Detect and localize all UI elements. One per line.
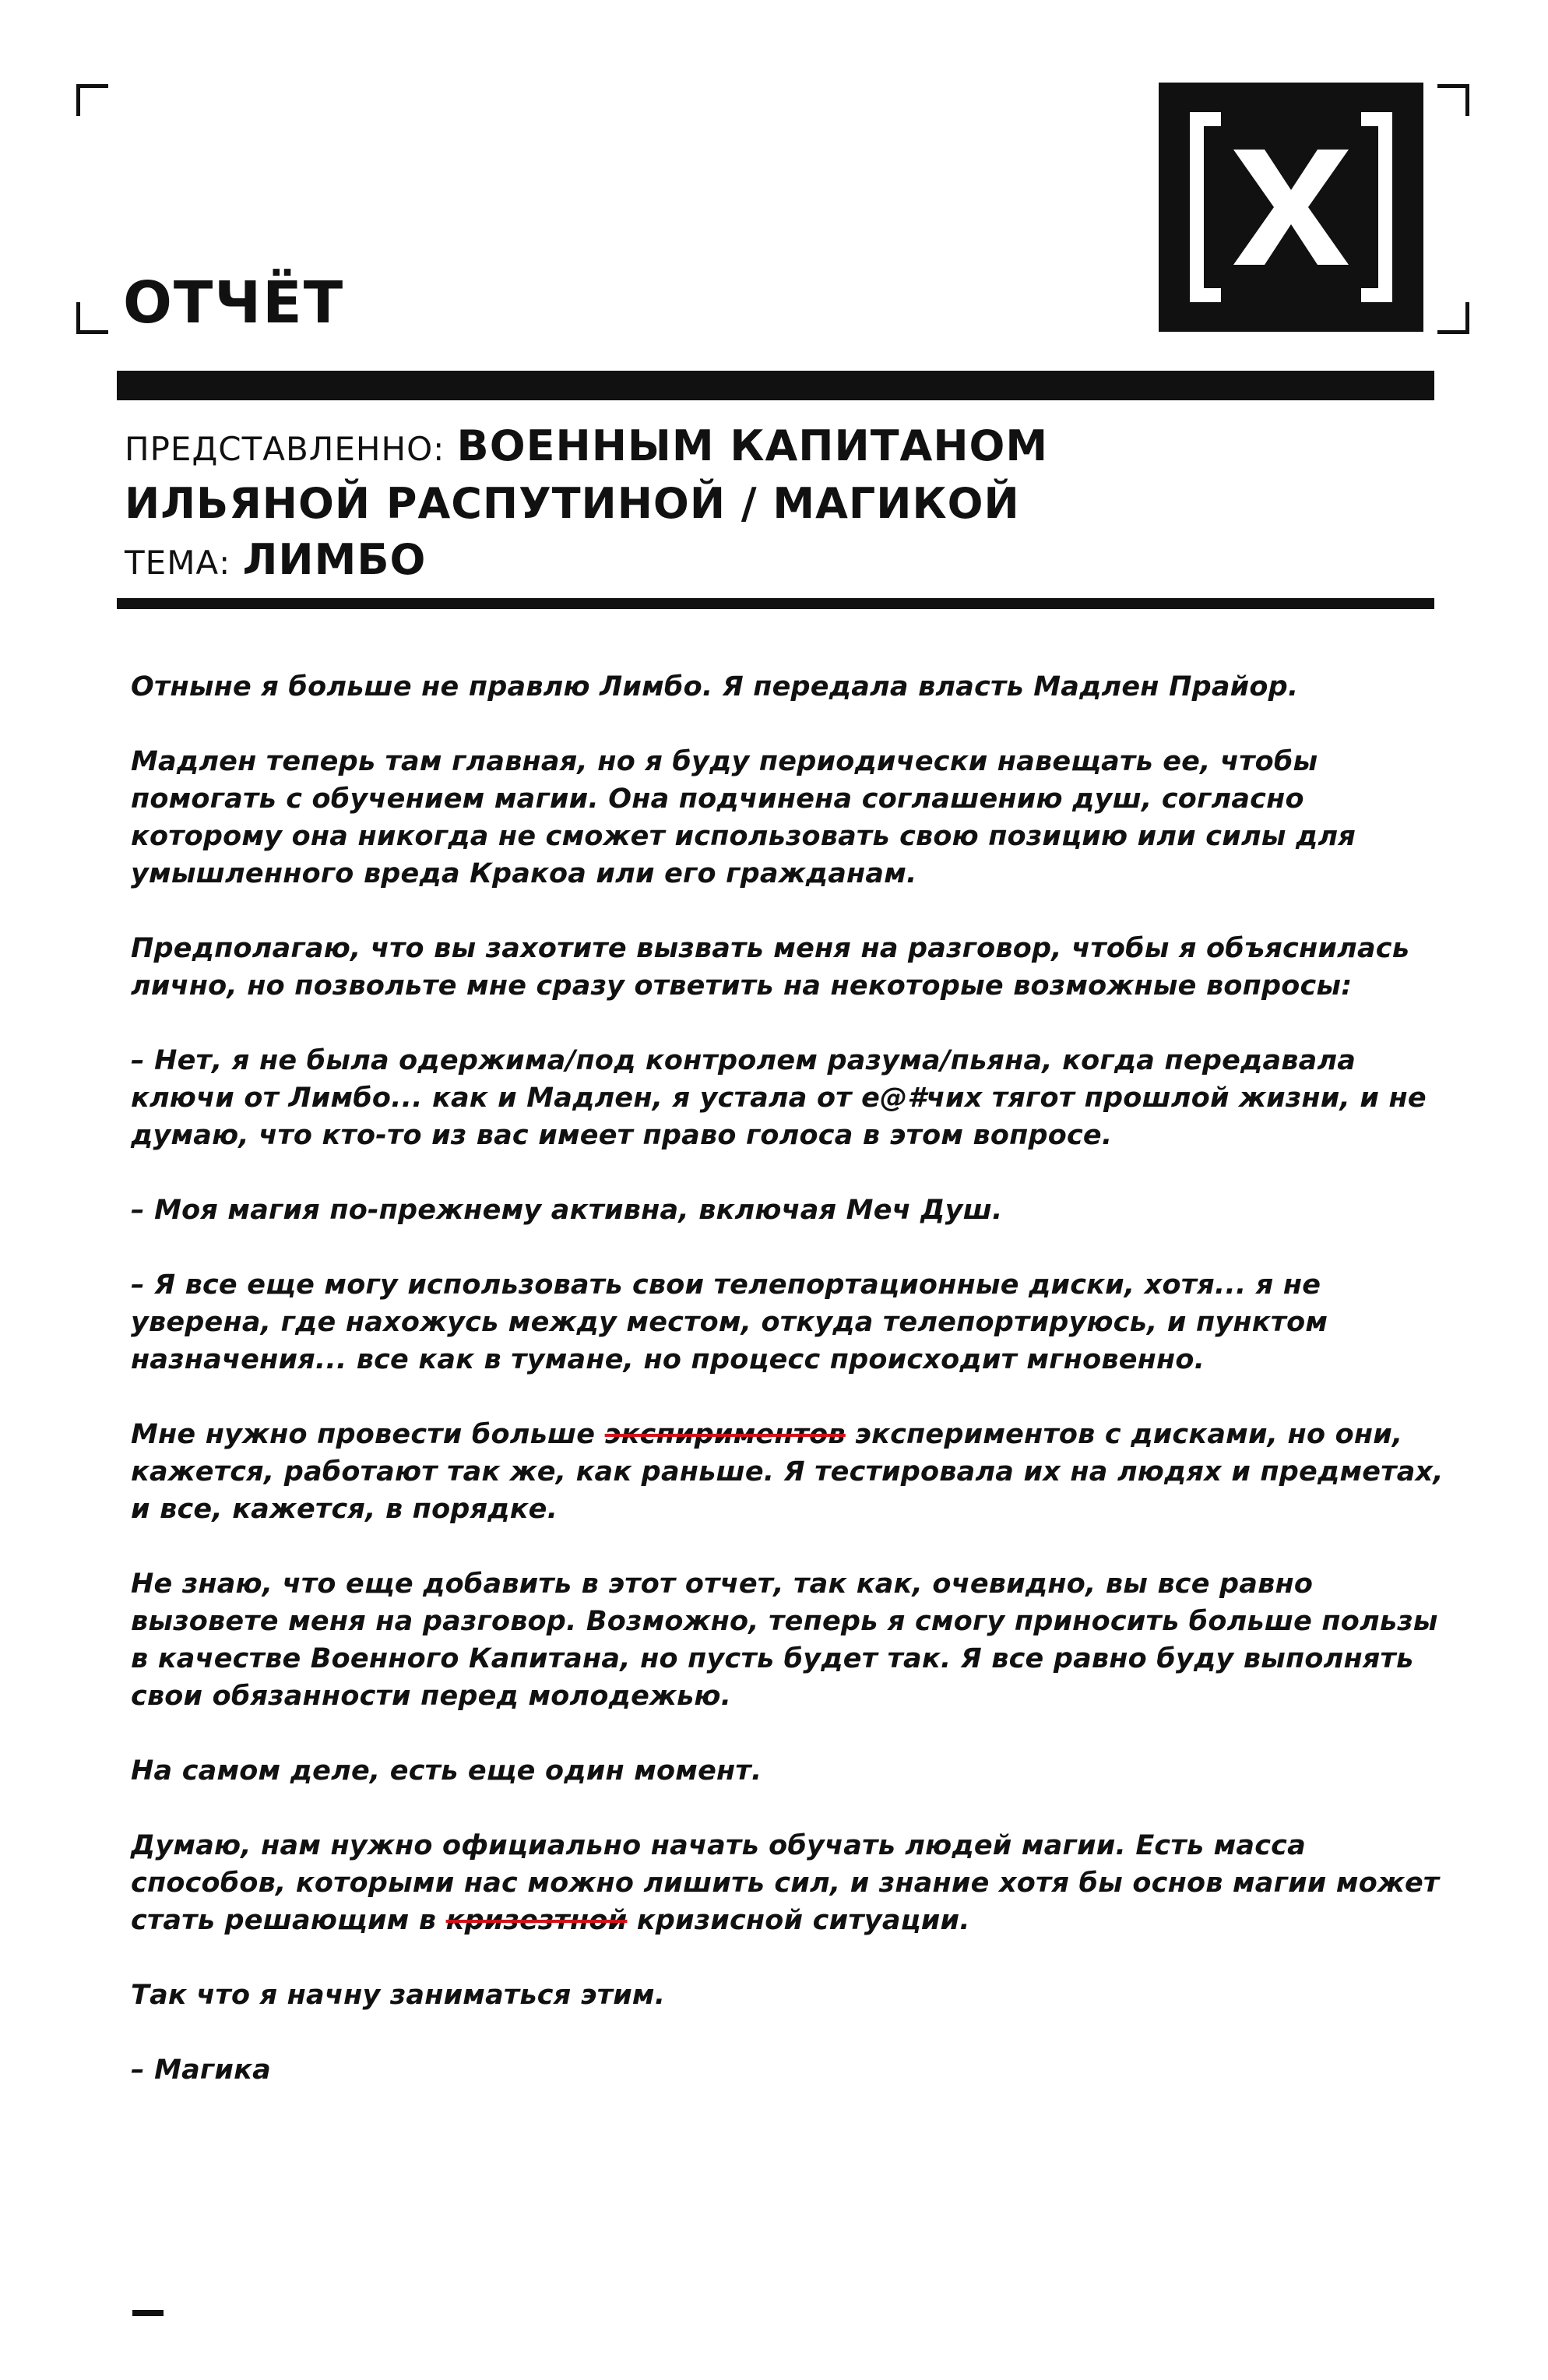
- paragraph-10-end: кризисной ситуации.: [627, 1905, 970, 1936]
- subject-value: ЛИМБО: [242, 535, 427, 584]
- header-rule-thin: [117, 598, 1434, 609]
- struck-word-2: кризезтной: [445, 1905, 628, 1936]
- paragraph-10-start: Думаю, нам нужно официально начать обучать людей магии. Есть масса способов, которыми нас можно лишить сил, и знание хотя бы основ магии может стать решающим в: [131, 1830, 1440, 1936]
- paragraph-4: – Нет, я не была одержима/под контролем разума/пьяна, когда передавала ключи от Лимбо... как и Мадлен, я устала от е@#чих тягот прошлой жизни, и не думаю, что кто-то из вас имеет право голоса в этом вопросе.: [131, 1045, 1427, 1151]
- subject-line: [125, 533, 1417, 590]
- subject-label: ТЕМА:: [125, 544, 231, 582]
- paragraph-2: Мадлен теперь там главная, но я буду периодически навещать ее, чтобы помогать с обучением магии. Она подчинена соглашению душ, согласно которому она никогда не сможет использовать свою позицию или силы для умышленного вреда Кракоа или его гражданам.: [131, 746, 1356, 889]
- paragraph-1: Отныне я больше не правлю Лимбо. Я передала власть Мадлен Прайор.: [131, 671, 1299, 702]
- x-bracket-logo-icon: [1159, 83, 1423, 332]
- report-title: ОТЧЁТ: [123, 269, 345, 336]
- corner-bracket-top-right: [1437, 84, 1469, 116]
- submitted-line-2: [125, 477, 1417, 533]
- report-body: [131, 668, 1447, 2126]
- submitted-value-2: ИЛЬЯНОЙ РАСПУТИНОЙ / МАГИКОЙ: [125, 479, 1020, 528]
- paragraph-5: – Моя магия по-прежнему активна, включая Меч Душ.: [131, 1195, 1003, 1226]
- paragraph-11: Так что я начну заниматься этим.: [131, 1980, 666, 2011]
- paragraph-7-end: экспериментов с дисками, но они, кажется, работают так же, как раньше. Я тестировала их на людях и предметах, и все, кажется, в порядке.: [131, 1419, 1444, 1525]
- submitted-label: ПРЕДСТАВЛЕННО:: [125, 430, 445, 468]
- paragraph-8: Не знаю, что еще добавить в этот отчет, так как, очевидно, вы все равно вызовете меня на разговор. Возможно, теперь я смогу приносить больше пользы в качестве Военного Капитана, но пусть будет так. Я все равно буду выполнять свои обязанности перед молодежью.: [131, 1568, 1438, 1712]
- submitted-value-1: ВОЕННЫМ КАПИТАНОМ: [456, 421, 1049, 470]
- paragraph-10: [131, 1827, 1447, 1939]
- corner-bracket-bottom-right: [1437, 302, 1469, 334]
- report-meta: [125, 419, 1417, 590]
- paragraph-6: – Я все еще могу использовать свои телепортационные диски, хотя... я не уверена, где нахожусь между местом, откуда телепортируюсь, и пунктом назначения... все как в тумане, но процесс происходит мгновенно.: [131, 1269, 1328, 1375]
- footer-dash: [132, 2310, 164, 2316]
- paragraph-7-start: Мне нужно провести больше: [131, 1419, 605, 1450]
- submitted-line: [125, 419, 1417, 477]
- struck-word: экспириментов: [604, 1419, 846, 1450]
- paragraph-9: На самом деле, есть еще один момент.: [131, 1755, 762, 1787]
- header-rule-thick: [117, 371, 1434, 400]
- paragraph-7: [131, 1416, 1447, 1528]
- signature: – Магика: [131, 2054, 271, 2086]
- corner-bracket-bottom-left: [76, 302, 108, 334]
- corner-bracket-top-left: [76, 84, 108, 116]
- paragraph-3: Предполагаю, что вы захотите вызвать меня на разговор, чтобы я объяснилась лично, но позвольте мне сразу ответить на некоторые возможные вопросы:: [131, 933, 1410, 1002]
